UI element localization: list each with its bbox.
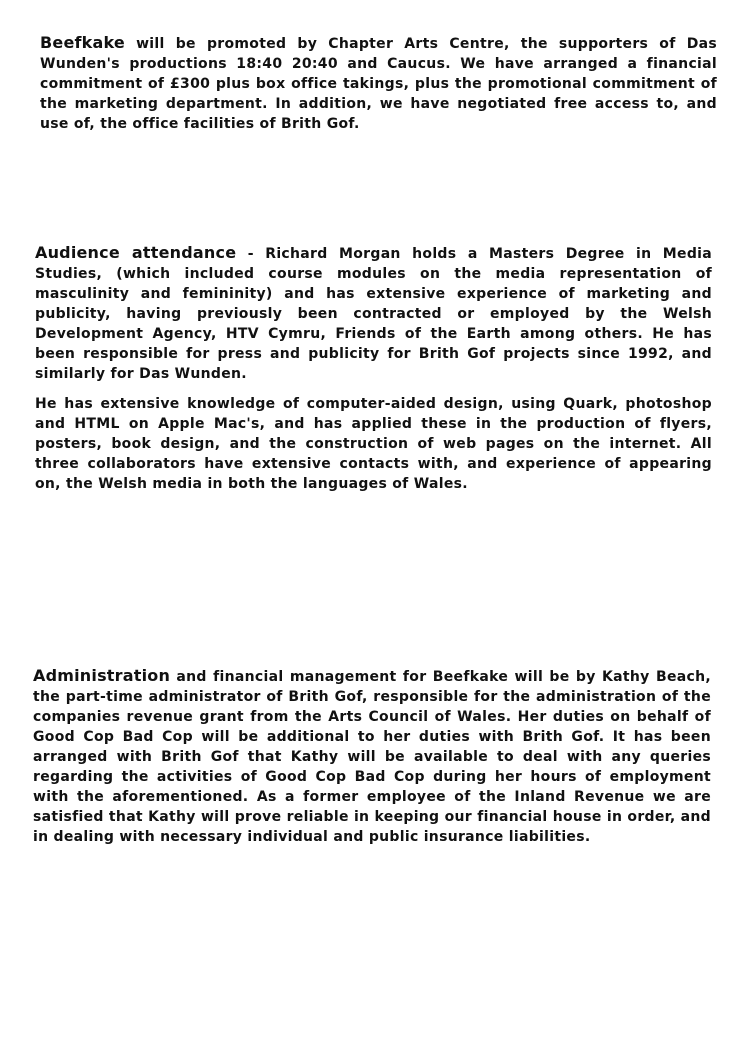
audience-paragraph-1 [35, 243, 712, 384]
section-promotion [40, 33, 717, 134]
promotion-text: will be promoted by Chapter Arts Centre, the supporters of Das Wunden's productions 18:40 20:40 and Caucus. We have arranged a financial commitment of £300 plus box office takings, plus the promotional commitment of the marketing department. In addition, we have negotiated free access to, and use of, the office facilities of Brith Gof. [40, 36, 717, 132]
section-heading-beefkake: Beefkake [40, 33, 125, 52]
audience-text: Richard Morgan holds a Masters Degree in Media Studies, (which included course modules on the media representation of masculinity and femininity) and has extensive experience of marketing and publicity, having previously been contracted or employed by the Welsh Development Agency, HTV Cymru, Friends of the Earth among others. He has been responsible for press and publicity for Brith Gof projects since 1992, and similarly for Das Wunden. [35, 246, 712, 382]
administration-text: and financial management for Beefkake will be by Kathy Beach, the part-time administrator of Brith Gof, responsible for the administration of the companies revenue grant from the Arts Council of Wales. Her duties on behalf of Good Cop Bad Cop will be additional to her duties with Brith Gof. It has been arranged with Brith Gof that Kathy will be available to deal with any queries regarding the activities of Good Cop Bad Cop during her hours of employment with the aforementioned. As a former employee of the Inland Revenue we are satisfied that Kathy will prove reliable in keeping our financial house in order, and in dealing with necessary individual and public insurance liabilities. [33, 669, 711, 845]
section-administration [33, 666, 711, 847]
administration-paragraph [33, 666, 711, 847]
section-heading-administration: Administration [33, 666, 171, 685]
section-heading-audience-attendance: Audience attendance [35, 243, 237, 262]
audience-paragraph-2: He has extensive knowledge of computer-aided design, using Quark, photoshop and HTML on Apple Mac's, and has applied these in the production of flyers, posters, book design, and the construction of web pages on the internet. All three collaborators have extensive contacts with, and experience of appearing on, the Welsh media in both the languages of Wales. [35, 396, 712, 492]
section-audience-attendance [35, 243, 712, 494]
heading-separator: - [236, 246, 266, 262]
promotion-paragraph [40, 33, 717, 134]
